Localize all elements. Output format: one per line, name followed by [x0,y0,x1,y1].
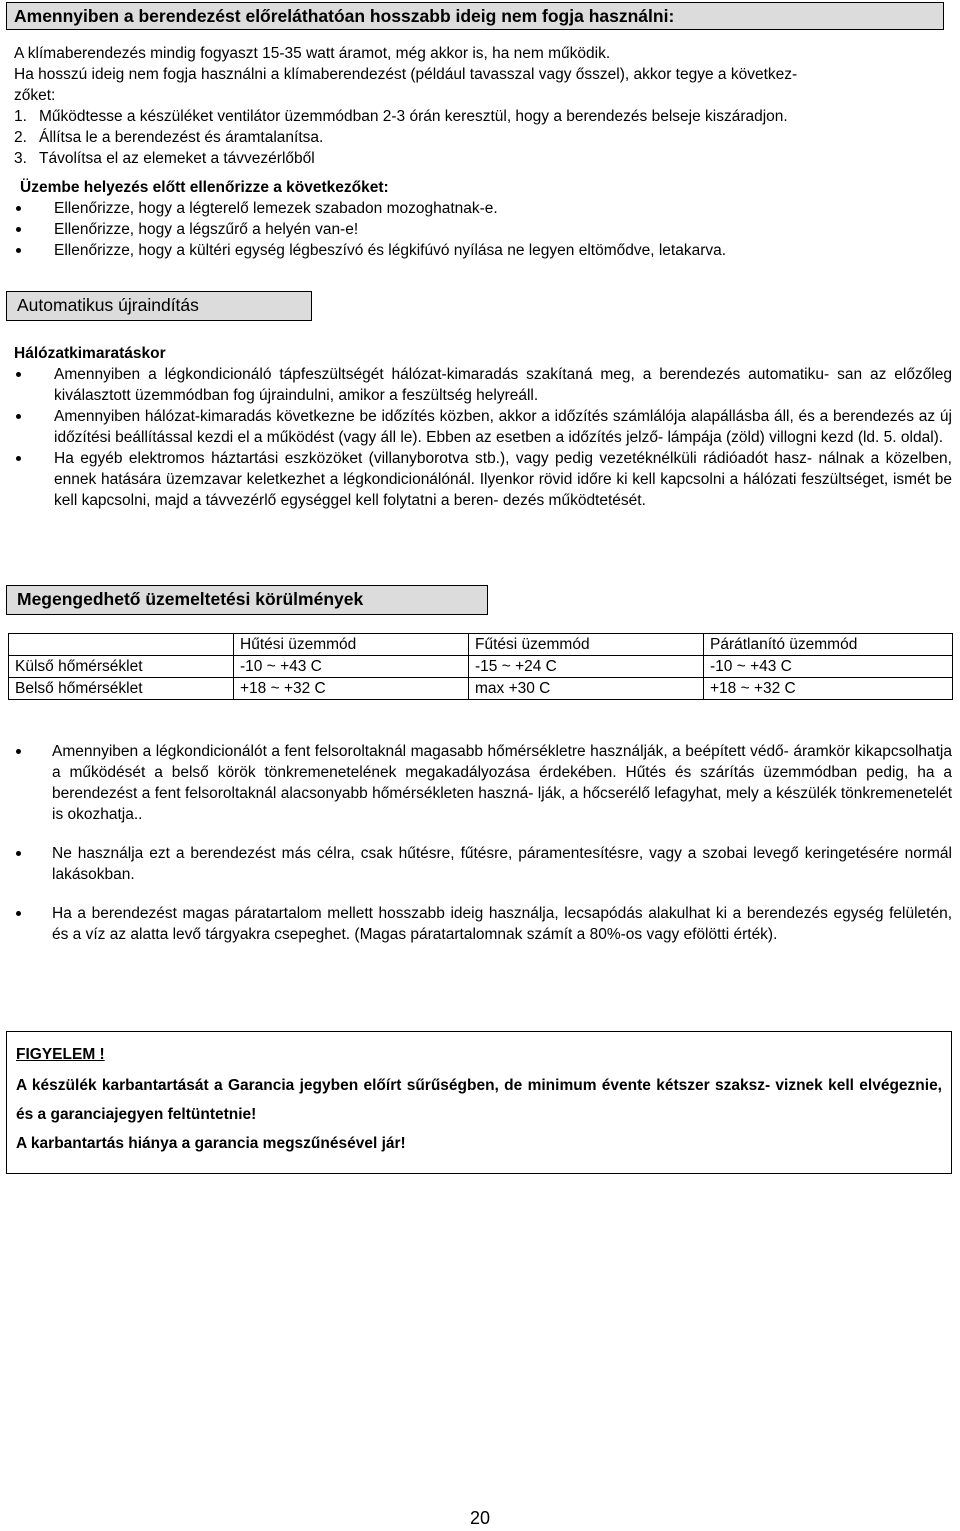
check-item: Ellenőrizze, hogy a légterelő lemezek szabadon mozoghatnak-e. [14,198,949,219]
table-header-cell: Párátlanító üzemmód [704,634,953,656]
table-cell: Külső hőmérséklet [9,656,234,678]
notes-list [14,741,952,945]
table-cell: -10 ~ +43 C [234,656,469,678]
step-2: 2. Állítsa le a berendezést és áramtalanítsa. [14,129,324,146]
note-item: Ha a berendezést magas páratartalom mellett hosszabb ideig használja, lecsapódás alakulhat ki a berendezés egység felületén, és a víz az alatta levő tárgyakra csepeghet. (Magas páratartalomnak számít a 80%-os vagy efölötti érték). [14,903,952,945]
note-item: Amennyiben a légkondicionálót a fent felsoroltaknál magasabb hőmérsékletre használják, a beépített védő- áramkör kikapcsolhatja a működését a belső körök tönkremenetelének megakadályozása érdekében. Hűtés és szárítás üzemmódban pedig, ha a berendezést a fent felsoroltaknál alacsonyabb hőmérsékleten haszná- lják, a hőcserélő lefagyhat, mely a készülék tönkremenetelét is okozhatja.. [14,741,952,825]
check-title: Üzembe helyezés előtt ellenőrizze a következőket: [20,179,389,196]
check-item: Ellenőrizze, hogy a légszűrő a helyén van-e! [14,219,949,240]
step-3: 3. Távolítsa el az elemeket a távvezérlőből [14,150,315,167]
restart-item: Amennyiben hálózat-kimaradás következne be időzítés közben, akkor a időzítés számlálója alapállásba áll, és a berendezés az új időzítési beállítással kezdi el a működést (vagy áll le). Ebben az esetben a időzítés jelző- lámpája (zöld) villogni kezd (ld. 5. oldal). [14,406,952,448]
table-cell: +18 ~ +32 C [704,678,953,700]
auto-restart-text [14,343,952,511]
power-outage-subtitle: Hálózatkimaratáskor [14,345,166,362]
warning-line-1: A készülék karbantartását a Garancia jegyben előírt sűrűségben, de minimum évente kétszer szaksz- viznek kell elvégeznie, és a garanciajegyen feltüntetnie! [16,1077,942,1123]
warning-line-2: A karbantartás hiánya a garancia megszűnésével jár! [16,1135,406,1152]
note-item: Ne használja ezt a berendezést más célra, csak hűtésre, fűtésre, páramentesítésre, vagy a szobai levegő keringetésére normál lakásokban. [14,843,952,885]
table-header-cell: Hűtési üzemmód [234,634,469,656]
step-1: 1. Működtesse a készüléket ventilátor üzemmódban 2-3 órán keresztül, hogy a berendezés belseje kiszáradjon. [14,108,788,125]
check-list [14,198,949,261]
intro-line-1: A klímaberendezés mindig fogyaszt 15-35 watt áramot, még akkor is, ha nem működik. [14,45,611,62]
table-cell: -15 ~ +24 C [469,656,704,678]
table-cell: Belső hőmérséklet [9,678,234,700]
table-cell: +18 ~ +32 C [234,678,469,700]
operating-conditions-table [8,633,953,700]
intro-line-3: zőket: [14,87,56,104]
restart-item: Amennyiben a légkondicionáló tápfeszültségét hálózat-kimaradás szakítaná meg, a berendezés automatiku- san az előzőleg kiválasztott üzemmódban fog újraindulni, amikor a feszültség helyreáll. [14,364,952,406]
page-number: 20 [469,1508,491,1528]
table-header-cell: Fűtési üzemmód [469,634,704,656]
conditions-notes [14,741,952,945]
section-title-auto-restart: Automatikus újraindítás [6,291,312,321]
table-cell: max +30 C [469,678,704,700]
warning-title: FIGYELEM ! [16,1046,105,1063]
storage-text [14,43,949,261]
restart-item: Ha egyéb elektromos háztartási eszközöket (villanyborotva stb.), vagy pedig vezetéknélküli rádióadót hasz- nálnak a közelben, ennek hatására üzemzavar keletkezhet a légkondicionálónál. Ilyenkor rövid időre ki kell kapcsolni a hálózati feszültséget, ismét be kell kapcsolni, majd a távvezérlő egységgel kell folytatni a beren- dezés működtetését. [14,448,952,511]
table-row [9,678,953,700]
check-item: Ellenőrizze, hogy a kültéri egység légbeszívó és légkifúvó nyílása ne legyen eltömődve, letakarva. [14,240,949,261]
section-title-long-term-storage: Amennyiben a berendezést előreláthatóan hosszabb ideig nem fogja használni: [6,2,944,30]
restart-list [14,364,952,511]
warning-box [6,1031,952,1174]
intro-line-2: Ha hosszú ideig nem fogja használni a klímaberendezést (például tavasszal vagy ősszel), akkor tegye a következ- [14,66,798,83]
table-cell: -10 ~ +43 C [704,656,953,678]
section-title-operating-conditions: Megengedhető üzemeltetési körülmények [6,585,488,615]
table-header-cell [9,634,234,656]
table-header-row [9,634,953,656]
table-row [9,656,953,678]
